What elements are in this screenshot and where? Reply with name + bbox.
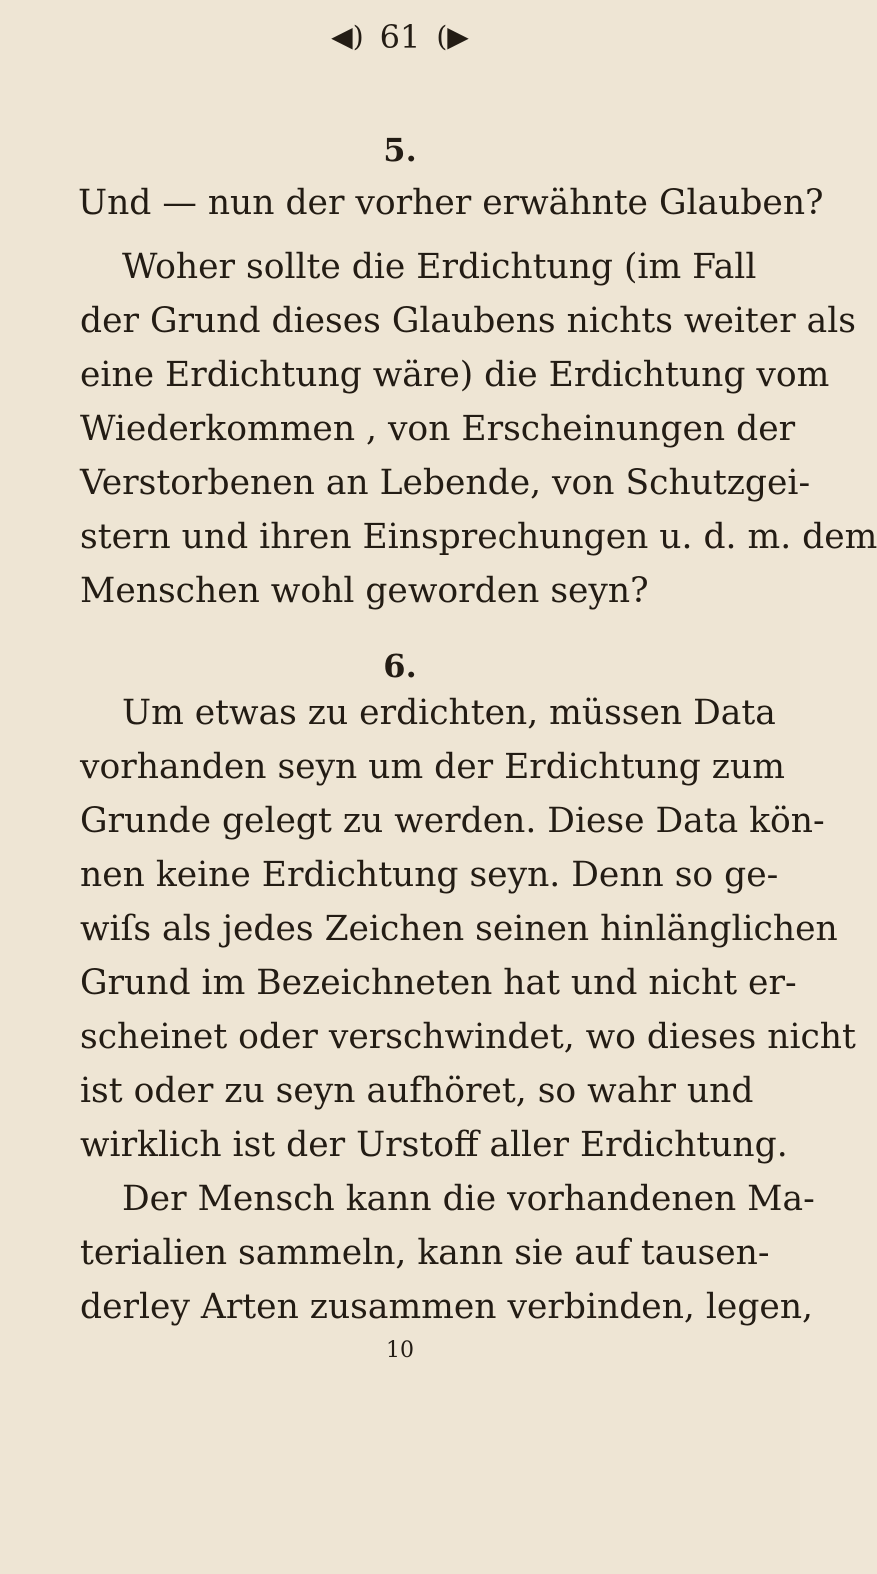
text-line: wirklich ist der Urstoff aller Erdichtung. xyxy=(80,1125,788,1165)
text-line: vorhanden seyn um der Erdichtung zum xyxy=(80,747,785,787)
signature-mark: 10 xyxy=(386,1338,414,1363)
right-ornament-icon: (▶ xyxy=(436,20,469,53)
text-line: derley Arten zusammen verbinden, legen, xyxy=(80,1287,814,1327)
text-line: eine Erdichtung wäre) die Erdichtung vom xyxy=(80,355,830,395)
section-number-6: 6. xyxy=(383,647,417,685)
text-line: Menschen wohl geworden seyn? xyxy=(80,571,649,611)
text-line: Verstorbenen an Lebende, von Schutzgei- xyxy=(80,463,811,503)
left-ornament-icon: ◀) xyxy=(331,20,364,53)
text-line: wiſs als jedes Zeichen seinen hinlänglichen xyxy=(80,909,838,949)
text-line: Grund im Bezeichneten hat und nicht er- xyxy=(80,963,797,1003)
text-line: Und — nun der vorher erwähnte Glauben? xyxy=(78,183,824,223)
text-line: terialien sammeln, kann sie auf tausen- xyxy=(80,1233,770,1273)
text-line: Wiederkommen , von Erscheinungen der xyxy=(80,409,796,449)
text-line: nen keine Erdichtung seyn. Denn so ge- xyxy=(80,855,779,895)
text-line: Grunde gelegt zu werden. Diese Data kön- xyxy=(80,801,825,841)
page-header xyxy=(0,14,800,60)
text-line: stern und ihren Einsprechungen u. d. m. dem xyxy=(80,517,877,557)
page-number: 61 xyxy=(379,18,421,56)
text-line: Woher sollte die Erdichtung (im Fall xyxy=(122,247,757,287)
text-line: ist oder zu seyn aufhöret, so wahr und xyxy=(80,1071,754,1111)
text-line: der Grund dieses Glaubens nichts weiter als xyxy=(80,301,856,341)
text-line: Um etwas zu erdichten, müssen Data xyxy=(122,693,776,733)
text-line: Der Mensch kann die vorhandenen Ma- xyxy=(122,1179,815,1219)
section-number-5: 5. xyxy=(383,131,417,169)
text-line: scheinet oder verschwindet, wo dieses nicht xyxy=(80,1017,856,1057)
